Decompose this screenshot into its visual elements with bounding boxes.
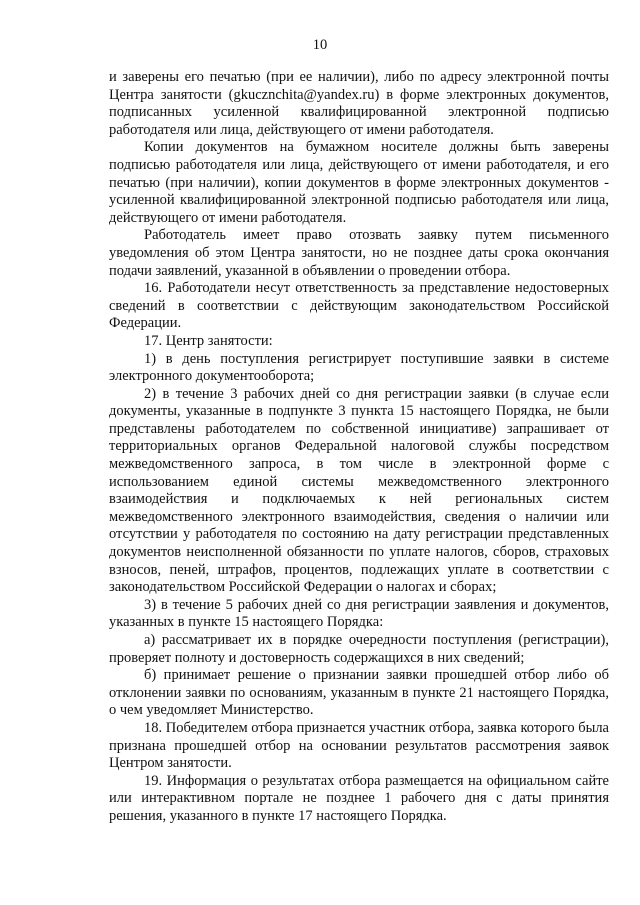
paragraph-item-17: 17. Центр занятости: bbox=[144, 332, 273, 349]
paragraph-item-18: 18. Победителем отбора признается участник отбора, заявка которого была признана прошедшей отбор на основании результатов рассмотрения заявок Центром занятости. bbox=[109, 719, 609, 772]
paragraph-item-17-1: 1) в день поступления регистрирует поступившие заявки в системе электронного документооборота; bbox=[109, 350, 609, 385]
paragraph-item-19: 19. Информация о результатах отбора размещается на официальном сайте или интерактивном портале не позднее 1 рабочего дня с даты принятия решения, указанного в пункте 17 настоящего Порядка. bbox=[109, 772, 609, 824]
paragraph-item-17-3-b: б) принимает решение о признании заявки прошедшей отбор либо об отклонении заявки по основаниям, указанным в пункте 21 настоящего Порядка, о чем уведомляет Министерство. bbox=[109, 667, 609, 719]
paragraph-item-16: 16. Работодатели несут ответственность за представление недостоверных сведений в соответствии с действующим законодательством Российской Федерации. bbox=[109, 280, 609, 332]
document-body bbox=[109, 69, 609, 826]
paragraph-item-17-3: 3) в течение 5 рабочих дней со дня регистрации заявления и документов, указанных в пункте 15 настоящего Порядка: bbox=[109, 596, 609, 631]
page-number: 10 bbox=[312, 37, 328, 53]
paragraph-continuation: и заверены его печатью (при ее наличии), либо по адресу электронной почты Центра занятости (gkucznchita@yandex.ru) в форме электронных документов, подписанных усиленной квалифицированной электронной подписью работодателя или лица, действующего от имени работодателя. bbox=[109, 69, 609, 138]
paragraph-item-17-2: 2) в течение 3 рабочих дней со дня регистрации заявки (в случае если документы, указанные в подпункте 3 пункта 15 настоящего Порядка, не были представлены работодателем по собственной инициативе) запрашивает от территориальных органов Федеральной налоговой службы посредством межведомственного запроса, в том числе в электронной форме с использованием единой системы межведомственного электронного взаимодействия и подключаемых к ней региональных систем межведомственного электронного взаимодействия, сведения о наличии или отсутствии у работодателя по состоянию на дату регистрации представленных документов неисполненной обязанности по уплате налогов, сборов, страховых взносов, пеней, штрафов, процентов, подлежащих уплате в соответствии с законодательством Российской Федерации о налогах и сборах; bbox=[109, 385, 609, 596]
paragraph-copies-certification: Копии документов на бумажном носителе должны быть заверены подписью работодателя или лица, действующего от имени работодателя, и его печатью (при наличии), копии документов в форме электронных документов - усиленной квалифицированной электронной подписью работодателя или лица, действующего от имени работодателя. bbox=[109, 139, 609, 226]
paragraph-withdrawal-right: Работодатель имеет право отозвать заявку путем письменного уведомления об этом Центра занятости, но не позднее даты срока окончания подачи заявлений, указанной в объявлении о проведении отбора. bbox=[109, 227, 609, 279]
paragraph-item-17-3-a: а) рассматривает их в порядке очередности поступления (регистрации), проверяет полноту и достоверность содержащихся в них сведений; bbox=[109, 632, 609, 666]
